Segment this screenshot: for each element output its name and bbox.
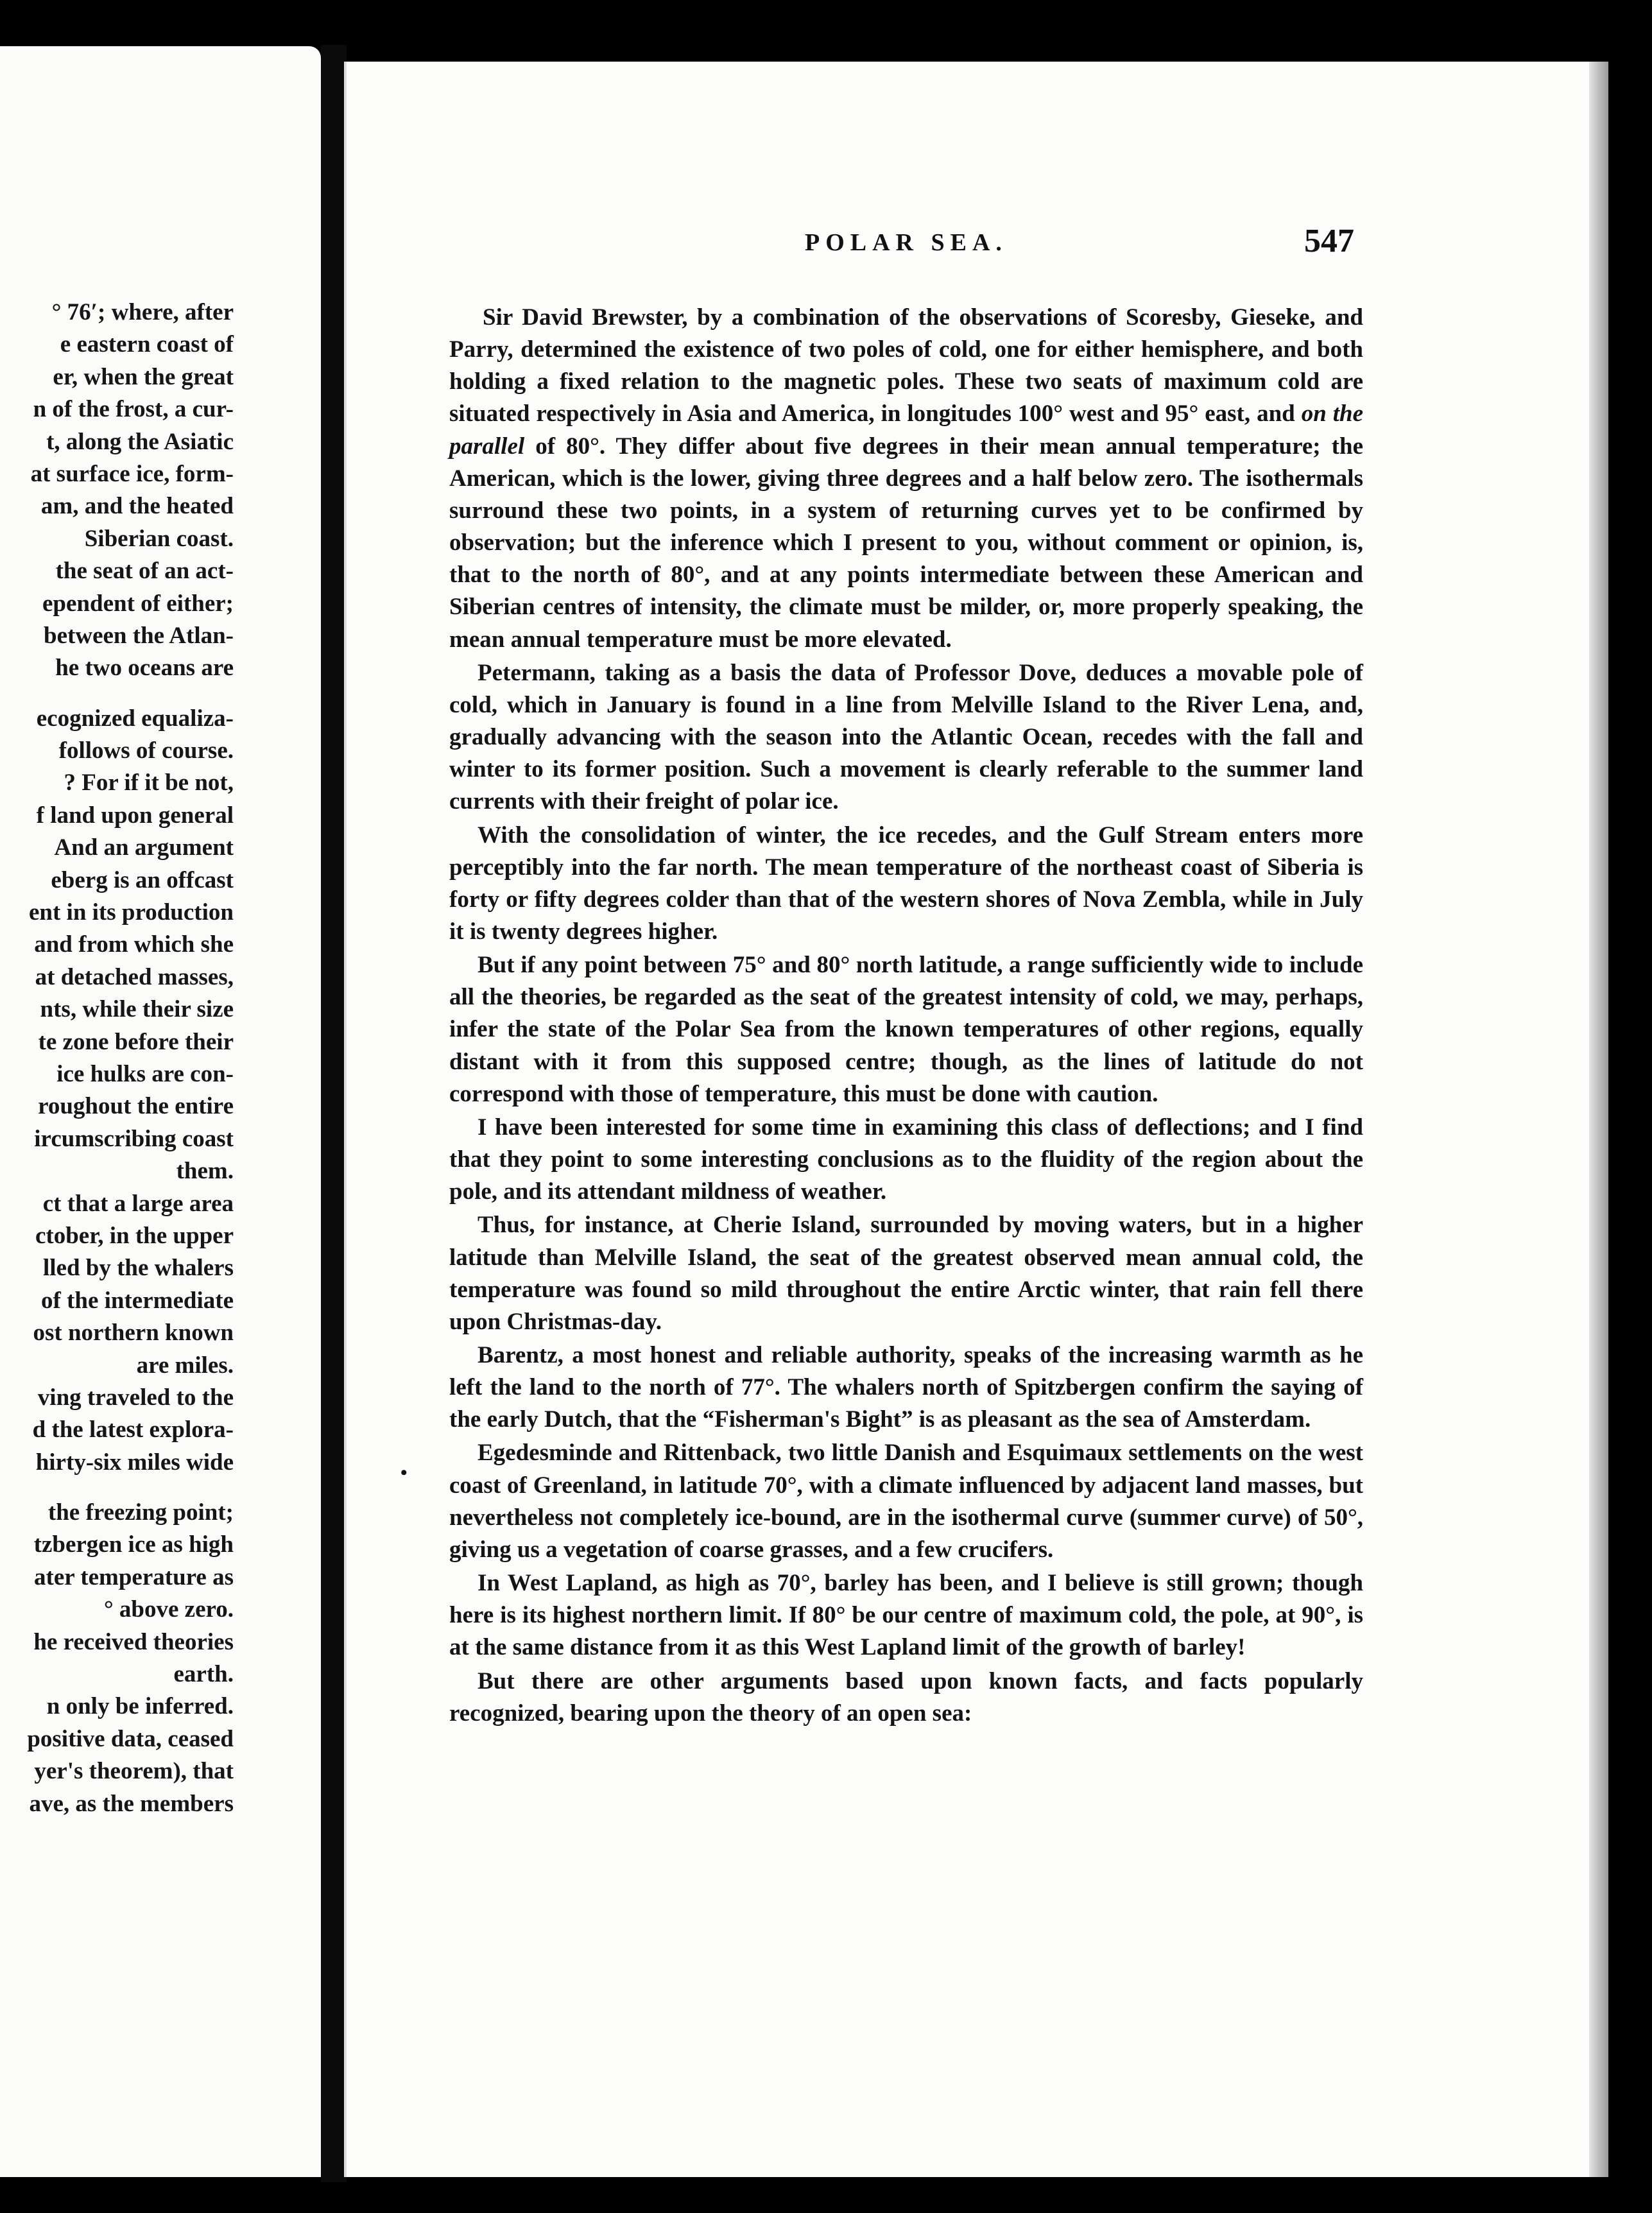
paragraph-6: Thus, for instance, at Cherie Island, surrounded by moving waters, but in a higher latitude than Melville Island, the seat of the greatest observed mean annual cold, the temperature was found so mild throughout the entire Arctic winter, that rain fell there upon Christmas-day.	[449, 1212, 1363, 1335]
left-page-line: tzbergen ice as high	[33, 1531, 234, 1558]
body-text	[449, 302, 1363, 1731]
paragraph-10: But there are other arguments based upon known facts, and facts popularly recognized, bearing upon the theory of an open sea:	[449, 1667, 1363, 1726]
paragraph-1-italic: on the parallel	[449, 400, 1363, 460]
left-page-line: ircumscribing coast	[34, 1125, 234, 1152]
left-page-line: ° 76′; where, after	[51, 299, 234, 325]
left-page-line: ving traveled to the	[37, 1384, 234, 1411]
left-page-line: d the latest explora-	[32, 1416, 234, 1443]
left-page-line: he received theories	[33, 1628, 234, 1655]
paragraph-8: Egedesminde and Rittenback, two little Danish and Esquimaux settlements on the west coast of Greenland, in latitude 70°, with a climate influenced by adjacent land masses, but nevertheless not completely ice-bound, are in the isothermal curve (summer curve) of 50°, giving us a vegetation of coarse grasses, and a few crucifers.	[449, 1440, 1363, 1563]
paragraph-3: With the consolidation of winter, the ice recedes, and the Gulf Stream enters more perceptibly into the far north. The mean temperature of the northeast coast of Siberia is forty or fifty degrees colder than that of the western shores of Nova Zembla, while in July it is twenty degrees higher.	[449, 822, 1363, 945]
left-page-line: positive data, ceased	[27, 1725, 234, 1752]
left-page-line: at detached masses,	[35, 963, 234, 990]
left-page-line: ct that a large area	[42, 1190, 234, 1217]
left-page-line: ost northern known	[33, 1320, 234, 1347]
left-page-line: ctober, in the upper	[35, 1222, 234, 1249]
left-page-line: are miles.	[136, 1352, 234, 1379]
left-page-line: f land upon general	[36, 802, 234, 829]
left-page-line: of the intermediate	[40, 1287, 234, 1314]
left-page-line: eberg is an offcast	[51, 866, 234, 893]
paragraph-1-text-b: of 80°. They differ about five degrees in their mean annual temperature; the American, which is the lower, giving three degrees and a half below zero. The isothermals surround these two points, in a system of returning curves yet to be confirmed by observation; but the inference which I present to you, without comment or opinion, is, that to the north of 80°, and at any points intermediate between these American and Siberian centres of intensity, the climate must be milder, or, more properly speaking, the mean annual temperature must be more elevated.	[449, 433, 1363, 653]
left-page-line: te zone before their	[38, 1028, 234, 1055]
left-page-line: at surface ice, form-	[30, 460, 234, 487]
left-page-line: them.	[176, 1158, 234, 1185]
left-page-line: am, and the heated	[40, 493, 234, 520]
left-page-line: hirty-six miles wide	[35, 1449, 234, 1476]
left-page-line: nts, while their size	[40, 996, 234, 1023]
left-page-line: ater temperature as	[34, 1563, 234, 1590]
paragraph-7: Barentz, a most honest and reliable authority, speaks of the increasing warmth as he left the land to the north of 77°. The whalers north of Spitzbergen confirm the saying of the early Dutch, that the “Fisherman's Bight” is as pleasant as the sea of Amsterdam.	[449, 1342, 1363, 1433]
left-page-line: e eastern coast of	[60, 331, 234, 358]
left-page-line: earth.	[173, 1661, 234, 1688]
left-page-line: And an argument	[54, 834, 234, 861]
left-page-line: roughout the entire	[38, 1093, 234, 1120]
left-page-line	[27, 1479, 234, 1497]
left-page-line: ave, as the members	[29, 1790, 234, 1817]
paragraph-9: In West Lapland, as high as 70°, barley has been, and I believe is still grown; though here is its highest northern limit. If 80° be our centre of maximum cold, the pole, at 90°, is at the same distance from it as this West Lapland limit of the growth of barley!	[449, 1570, 1363, 1661]
left-page-line: n of the frost, a cur-	[33, 396, 234, 423]
left-page-line: ? For if it be not,	[64, 770, 234, 797]
left-page-line: er, when the great	[53, 363, 234, 390]
left-page-line: Siberian coast.	[84, 525, 234, 552]
left-page-line: he two oceans are	[55, 655, 234, 682]
paragraph-5: I have been interested for some time in examining this class of deflections; and I find that they point to some interesting conclusions as to the fluidity of the region about the pole, and its attendant mildness of weather.	[449, 1114, 1363, 1205]
left-page-line: and from which she	[34, 931, 234, 958]
left-page-line: follows of course.	[58, 737, 234, 764]
left-page-line: the freezing point;	[47, 1499, 234, 1526]
page-edge	[1589, 62, 1608, 2177]
left-page-line: t, along the Asiatic	[46, 428, 234, 455]
margin-marker: •	[400, 1462, 408, 1483]
left-page-line: ° above zero.	[103, 1596, 234, 1623]
left-page-line: ice hulks are con-	[56, 1060, 234, 1087]
running-head: POLAR SEA.	[805, 229, 1008, 256]
page-number: 547	[1304, 223, 1354, 259]
left-page-line: ependent of either;	[42, 590, 234, 617]
left-page-line	[27, 685, 234, 703]
paragraph-1-text-a: Sir David Brewster, by a combination of the observations of Scoresby, Gieseke, and Parry, determined the existence of two poles of cold, one for either hemisphere, and both holding a fixed relation to the magnetic poles. These two seats of maximum cold are situated respectively in Asia and America, in longitudes 100° west and 95° east, and	[449, 304, 1363, 427]
left-page-line: n only be inferred.	[46, 1693, 234, 1720]
left-page-text	[27, 297, 234, 1820]
left-page	[0, 46, 321, 2177]
book-gutter	[321, 45, 347, 2182]
paragraph-2: Petermann, taking as a basis the data of Professor Dove, deduces a movable pole of cold, which in January is found in a line from Melville Island to the River Lena, and, gradually advancing with the season into the Atlantic Ocean, recedes with the fall and winter to its former position. Such a movement is clearly referable to the summer land currents with their freight of polar ice.	[449, 659, 1363, 815]
left-page-line: ecognized equaliza-	[36, 705, 234, 732]
paragraph-4: But if any point between 75° and 80° north latitude, a range sufficiently wide to include all the theories, be regarded as the seat of the greatest intensity of cold, we may, perhaps, infer the state of the Polar Sea from the known temperatures of other regions, equally distant with it from this supposed centre; though, as the lines of latitude do not correspond with those of temperature, this must be done with caution.	[449, 952, 1363, 1107]
left-page-line: lled by the whalers	[42, 1255, 234, 1282]
left-page-line: yer's theorem), that	[34, 1758, 234, 1785]
paragraph-1	[449, 302, 1363, 656]
left-page-line: the seat of an act-	[55, 558, 234, 585]
left-page-line: ent in its production	[28, 899, 234, 926]
left-page-line: between the Atlan-	[44, 622, 234, 649]
